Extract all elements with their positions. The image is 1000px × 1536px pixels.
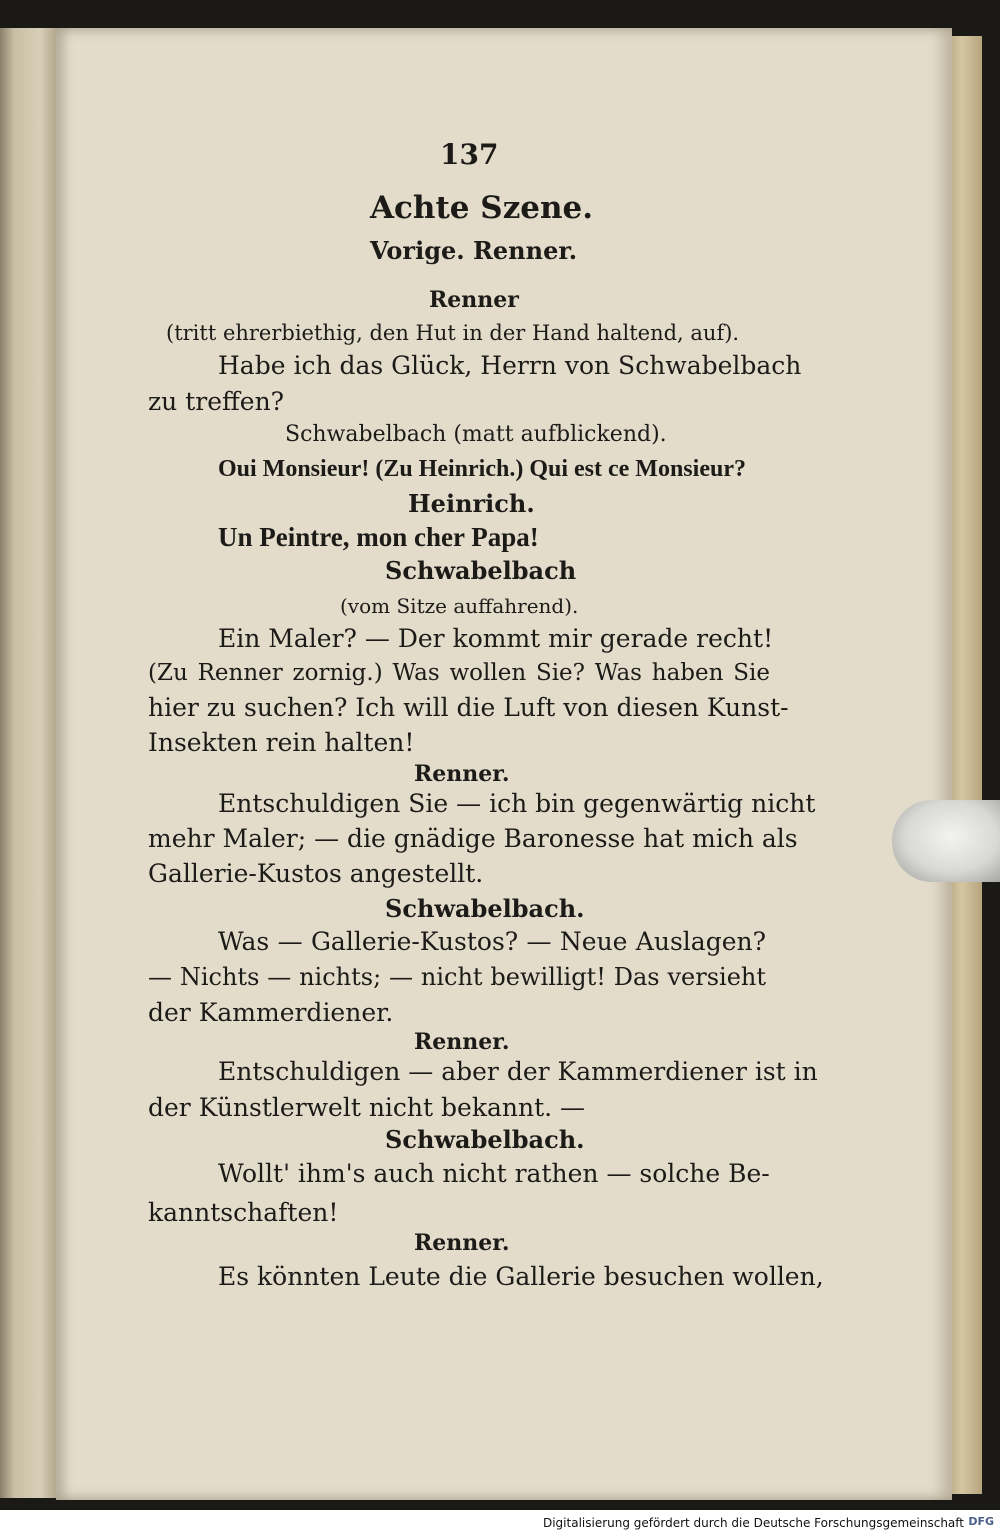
dialogue-line: Entschuldigen — aber der Kammerdiener ist in — [218, 1057, 818, 1086]
speaker-name: Renner. — [414, 1230, 510, 1256]
dialogue-line: hier zu suchen? Ich will die Luft von diesen Kunst- — [148, 693, 789, 722]
page-number: 137 — [440, 138, 499, 171]
facing-page-edge — [0, 28, 56, 1498]
speaker-name: Renner. — [414, 1029, 510, 1055]
dialogue-line: Ein Maler? — Der kommt mir gerade recht! — [218, 624, 774, 653]
digitization-footer — [0, 1510, 1000, 1536]
dialogue-line: Entschuldigen Sie — ich bin gegenwärtig nicht — [218, 789, 816, 818]
dialogue-line: Habe ich das Glück, Herrn von Schwabelbach — [218, 351, 802, 380]
page-stack-edge — [948, 36, 982, 1494]
characters-line: Vorige. Renner. — [370, 236, 578, 265]
dialogue-line: — Nichts — nichts; — nicht bewilligt! Das versieht — [148, 963, 766, 991]
speaker-name: Schwabelbach (matt aufblickend). — [285, 422, 667, 447]
page-clip — [892, 800, 1000, 882]
dialogue-line: Oui Monsieur! (Zu Heinrich.) Qui est ce Monsieur? — [218, 456, 746, 482]
scene-title: Achte Szene. — [370, 190, 594, 226]
dialogue-line: Insekten rein halten! — [148, 728, 415, 757]
digitization-credit: Digitalisierung gefördert durch die Deutsche Forschungsgemeinschaft — [542, 1516, 964, 1530]
dialogue-line: Un Peintre, mon cher Papa! — [218, 522, 539, 552]
speaker-name: Schwabelbach. — [385, 1125, 585, 1154]
dialogue-line: mehr Maler; — die gnädige Baronesse hat mich als — [148, 824, 798, 853]
dialogue-line: zu treffen? — [148, 387, 285, 416]
dialogue-line: der Kammerdiener. — [148, 998, 394, 1027]
dialogue-line: der Künstlerwelt nicht bekannt. — — [148, 1093, 586, 1122]
speaker-name: Schwabelbach — [385, 556, 577, 585]
stage-direction: (tritt ehrerbiethig, den Hut in der Hand haltend, auf). — [166, 321, 740, 345]
speaker-name: Renner. — [414, 761, 510, 787]
speaker-name: Schwabelbach. — [385, 894, 585, 923]
dialogue-line: Gallerie-Kustos angestellt. — [148, 859, 484, 888]
dialogue-line: (Zu Renner zornig.) Was wollen Sie? Was haben Sie — [148, 660, 770, 686]
dialogue-line: Wollt' ihm's auch nicht rathen — solche Be- — [218, 1159, 770, 1188]
dialogue-line: Es könnten Leute die Gallerie besuchen wollen, — [218, 1262, 824, 1291]
speaker-name: Heinrich. — [408, 489, 535, 518]
speaker-name: Renner — [429, 287, 519, 313]
dfg-logo: DFG — [968, 1515, 994, 1528]
dialogue-line: kanntschaften! — [148, 1198, 339, 1227]
dialogue-line: Was — Gallerie-Kustos? — Neue Auslagen? — [218, 927, 766, 956]
stage-direction: (vom Sitze auffahrend). — [340, 594, 579, 618]
